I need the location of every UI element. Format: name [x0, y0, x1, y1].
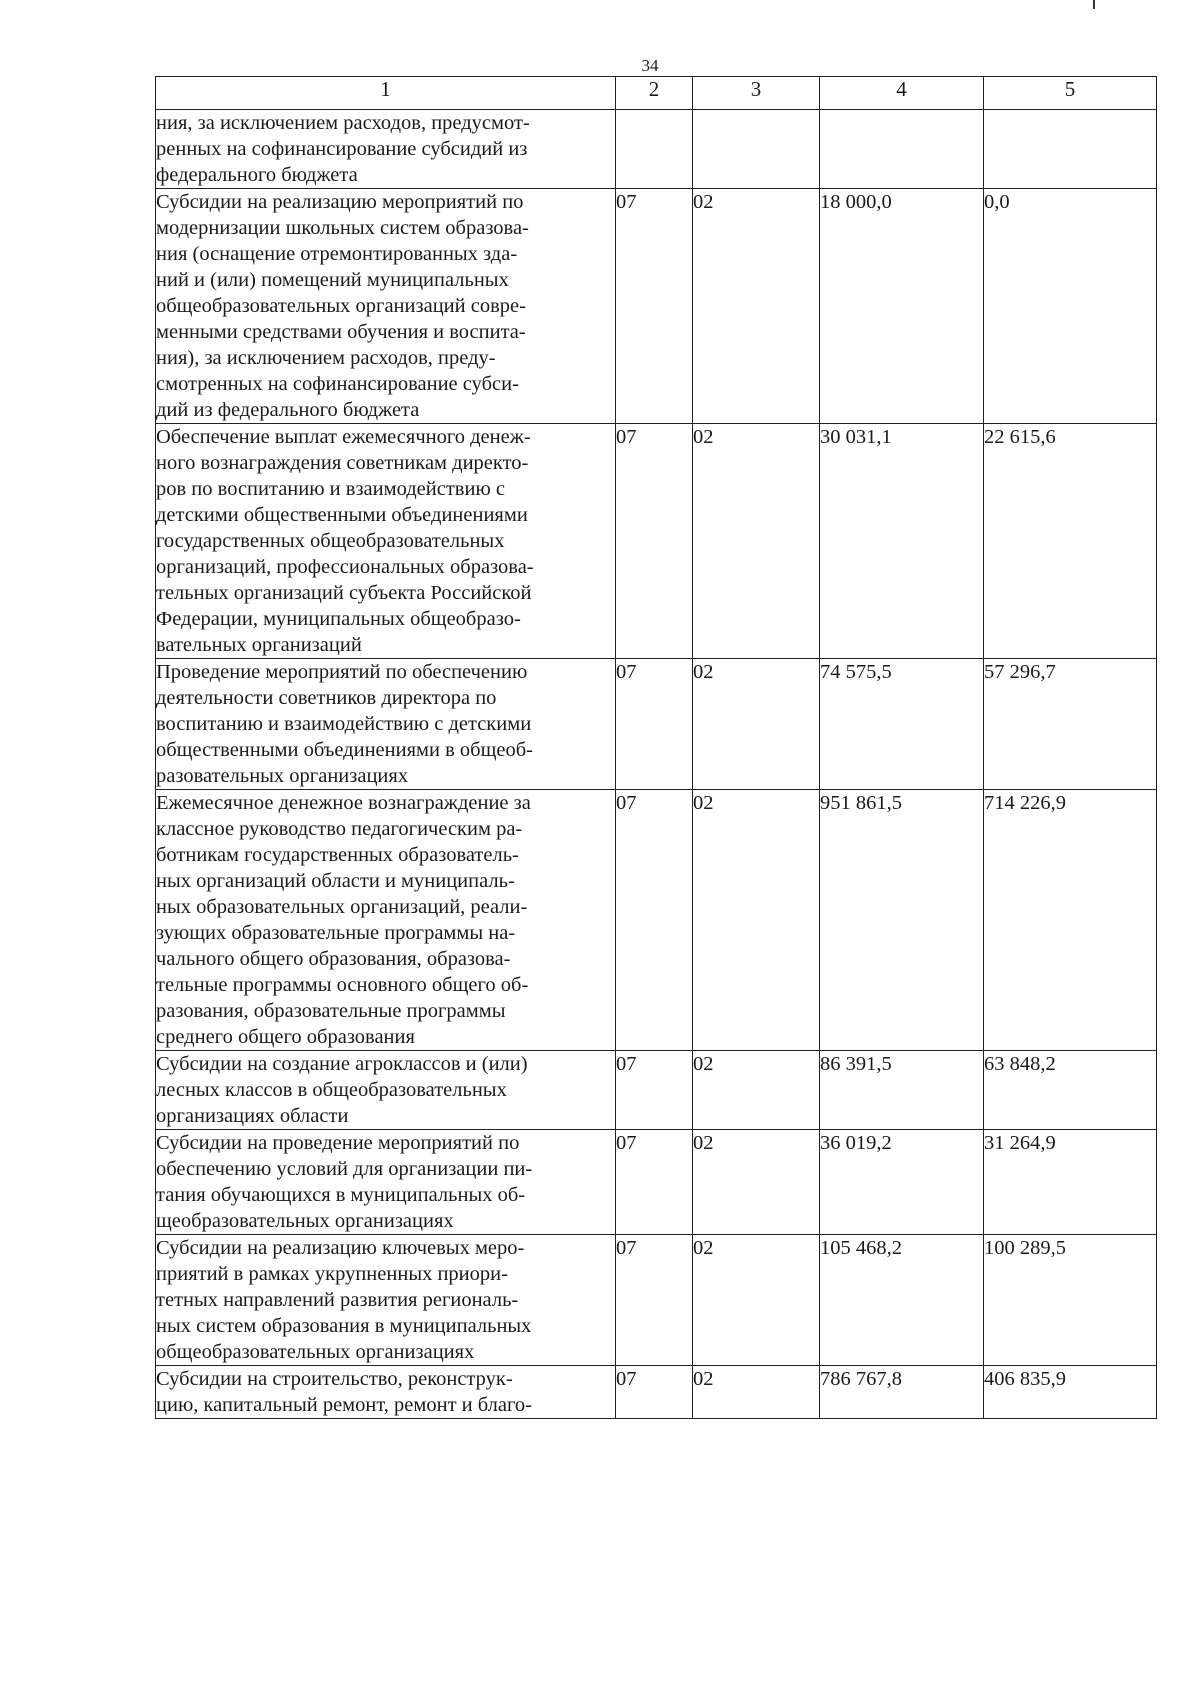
description-line: федерального бюджета: [156, 164, 358, 186]
row-description: [156, 1235, 616, 1366]
description-line: приятий в рамках укрупненных приори-: [156, 1263, 508, 1285]
amount-column-5: 0,0: [984, 189, 1157, 424]
subsection-code: 02: [693, 1051, 820, 1130]
amount-column-5: 100 289,5: [984, 1235, 1157, 1366]
description-line: общественными объединениями в общеоб-: [156, 739, 533, 761]
amount-column-4: 86 391,5: [820, 1051, 984, 1130]
amount-column-5: 57 296,7: [984, 659, 1157, 790]
description-line: Субсидии на строительство, реконструк-: [156, 1368, 513, 1390]
page-number: 34: [641, 56, 659, 75]
description-line: Федерации, муниципальных общеобразо-: [156, 608, 521, 630]
amount-column-5: 714 226,9: [984, 790, 1157, 1051]
description-line: ния, за исключением расходов, предусмот-: [156, 112, 530, 134]
column-header-5: 5: [984, 77, 1157, 110]
description-line: зующих образовательные программы на-: [156, 922, 516, 944]
table-header-row: [156, 77, 1157, 110]
description-line: вательных организаций: [156, 634, 362, 656]
section-code: 07: [616, 1051, 693, 1130]
table-row: [156, 659, 1157, 790]
budget-table: [155, 76, 1157, 1419]
table-row: [156, 790, 1157, 1051]
amount-column-5: 31 264,9: [984, 1130, 1157, 1235]
description-line: ров по воспитанию и взаимодействию с: [156, 478, 506, 500]
table-row: [156, 424, 1157, 659]
amount-column-4: 74 575,5: [820, 659, 984, 790]
column-header-3: 3: [693, 77, 820, 110]
description-line: разования, образовательные программы: [156, 1000, 506, 1022]
description-line: обеспечению условий для организации пи-: [156, 1158, 533, 1180]
description-line: ных организаций области и муниципаль-: [156, 870, 515, 892]
table-row: [156, 1051, 1157, 1130]
description-line: тания обучающихся в муниципальных об-: [156, 1184, 526, 1206]
description-line: ния (оснащение отремонтированных зда-: [156, 243, 518, 265]
row-description: [156, 189, 616, 424]
subsection-code: 02: [693, 790, 820, 1051]
description-line: дий из федерального бюджета: [156, 399, 420, 421]
description-line: тельные программы основного общего об-: [156, 974, 529, 996]
description-line: Субсидии на реализацию мероприятий по: [156, 191, 524, 213]
section-code: 07: [616, 659, 693, 790]
description-line: ренных на софинансирование субсидий из: [156, 138, 528, 160]
description-line: чального общего образования, образова-: [156, 948, 511, 970]
amount-column-4: 951 861,5: [820, 790, 984, 1051]
section-code: 07: [616, 790, 693, 1051]
description-line: менными средствами обучения и воспита-: [156, 321, 526, 343]
subsection-code: 02: [693, 1366, 820, 1419]
description-line: Ежемесячное денежное вознаграждение за: [156, 792, 531, 814]
edge-mark: [1093, 0, 1095, 9]
amount-column-4: 30 031,1: [820, 424, 984, 659]
description-line: Субсидии на проведение мероприятий по: [156, 1132, 520, 1154]
table-row: [156, 1130, 1157, 1235]
table-row: [156, 1235, 1157, 1366]
description-line: воспитанию и взаимодействию с детскими: [156, 713, 532, 735]
section-code: 07: [616, 1366, 693, 1419]
section-code: 07: [616, 189, 693, 424]
description-line: ботникам государственных образователь-: [156, 844, 519, 866]
section-code: 07: [616, 424, 693, 659]
section-code: 07: [616, 1235, 693, 1366]
subsection-code: 02: [693, 424, 820, 659]
description-line: Проведение мероприятий по обеспечению: [156, 661, 528, 683]
row-description: [156, 790, 616, 1051]
description-line: детскими общественными объединениями: [156, 504, 528, 526]
table-row: [156, 110, 1157, 189]
description-line: смотренных на софинансирование субси-: [156, 373, 519, 395]
amount-column-4: 105 468,2: [820, 1235, 984, 1366]
row-description: [156, 659, 616, 790]
description-line: ных систем образования в муниципальных: [156, 1315, 532, 1337]
subsection-code: 02: [693, 1130, 820, 1235]
subsection-code: [693, 110, 820, 189]
amount-column-4: 786 767,8: [820, 1366, 984, 1419]
amount-column-5: [984, 110, 1157, 189]
row-description: [156, 1366, 616, 1419]
row-description: [156, 110, 616, 189]
description-line: лесных классов в общеобразовательных: [156, 1079, 507, 1101]
column-header-4: 4: [820, 77, 984, 110]
table-row: [156, 1366, 1157, 1419]
description-line: Обеспечение выплат ежемесячного денеж-: [156, 426, 531, 448]
description-line: деятельности советников директора по: [156, 687, 497, 709]
description-line: общеобразовательных организациях: [156, 1341, 475, 1363]
column-header-2: 2: [616, 77, 693, 110]
amount-column-5: 63 848,2: [984, 1051, 1157, 1130]
description-line: модернизации школьных систем образова-: [156, 217, 529, 239]
row-description: [156, 424, 616, 659]
row-description: [156, 1130, 616, 1235]
table-row: [156, 189, 1157, 424]
description-line: ния), за исключением расходов, преду-: [156, 347, 496, 369]
section-code: [616, 110, 693, 189]
description-line: ных образовательных организаций, реали-: [156, 896, 528, 918]
amount-column-5: 406 835,9: [984, 1366, 1157, 1419]
description-line: организациях области: [156, 1105, 349, 1127]
table-body: [156, 110, 1157, 1419]
description-line: цию, капитальный ремонт, ремонт и благо-: [156, 1394, 532, 1416]
description-line: тельных организаций субъекта Российской: [156, 582, 532, 604]
subsection-code: 02: [693, 189, 820, 424]
column-header-1: 1: [156, 77, 616, 110]
subsection-code: 02: [693, 659, 820, 790]
description-line: среднего общего образования: [156, 1026, 415, 1048]
description-line: государственных общеобразовательных: [156, 530, 505, 552]
section-code: 07: [616, 1130, 693, 1235]
description-line: классное руководство педагогическим ра-: [156, 818, 523, 840]
description-line: разовательных организациях: [156, 765, 409, 787]
amount-column-4: 18 000,0: [820, 189, 984, 424]
amount-column-4: [820, 110, 984, 189]
row-description: [156, 1051, 616, 1130]
subsection-code: 02: [693, 1235, 820, 1366]
description-line: щеобразовательных организациях: [156, 1210, 454, 1232]
amount-column-4: 36 019,2: [820, 1130, 984, 1235]
description-line: тетных направлений развития региональ-: [156, 1289, 519, 1311]
description-line: Субсидии на создание агроклассов и (или): [156, 1053, 528, 1075]
amount-column-5: 22 615,6: [984, 424, 1157, 659]
description-line: ний и (или) помещений муниципальных: [156, 269, 509, 291]
description-line: общеобразовательных организаций совре-: [156, 295, 526, 317]
description-line: организаций, профессиональных образова-: [156, 556, 534, 578]
description-line: ного вознаграждения советникам директо-: [156, 452, 529, 474]
description-line: Субсидии на реализацию ключевых меро-: [156, 1237, 525, 1259]
